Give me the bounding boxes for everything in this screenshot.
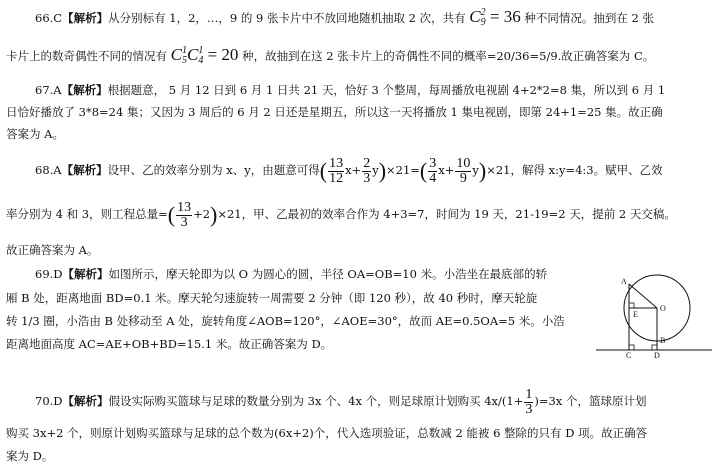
q66-line-2 [6, 46, 654, 66]
text: 种，故抽到在这 2 张卡片上的奇偶性不同的概率=20/36=5/9.故正确答案为 C。 [242, 48, 655, 63]
analysis-tag: 【解析】 [61, 83, 108, 97]
label-e: E [633, 310, 638, 319]
text: 设甲、乙的效率分别为 x、y，由题意可得 [107, 163, 320, 177]
radius-oa [629, 284, 657, 308]
text: 假设实际购买篮球与足球的数量分别为 3x 个、4x 个，则足球原计划购买 4x/(1+ [108, 394, 524, 408]
fraction: $\frac{3}{4}$ [429, 155, 437, 186]
q70-line-1: 70.D【解析】假设实际购买篮球与足球的数量分别为 3x 个、4x 个，则足球原计划购买 4x/(1+ $\frac{1}{3}$ )=3x 个，篮球原计划 [35, 386, 647, 417]
answer-number: 68.A [35, 163, 62, 177]
text: 从分别标有 1，2，…，9 的 9 张卡片中不放回地随机抽取 2 次，共有 [108, 10, 466, 25]
fraction: $\frac{13}{3}$ [177, 199, 192, 230]
analysis-tag: 【解析】 [62, 267, 109, 281]
q67-line-2: 日恰好播放了 3*8=24 集；又因为 3 周后的 6 月 2 日还是星期五，所以这一天将播放 1 集电视剧，即第 24+1=25 集。故正确 [6, 105, 663, 119]
q66-line-1 [35, 8, 654, 28]
text: 种不同情况。抽到在 2 张 [524, 10, 654, 25]
fraction: $\frac{13}{12}$ [329, 155, 344, 186]
fraction: $\frac{1}{3}$ [525, 386, 533, 417]
answer-number: 69.D [35, 267, 63, 281]
label-c: C [626, 351, 632, 358]
combination-formula: C 2 9 = 36 [469, 6, 521, 28]
label-d: D [654, 351, 660, 358]
label-o: O [660, 304, 666, 313]
q70-line-3: 案为 D。 [6, 449, 54, 463]
fraction: $\frac{2}{3}$ [363, 155, 371, 186]
q69-line-4: 距离地面高度 AC=AE+OB+BD=15.1 米。故正确答案为 D。 [6, 337, 333, 351]
text: 如图所示，摩天轮即为以 O 为圆心的圆，半径 OA=OB=10 米。小浩坐在最底部的轿 [108, 267, 548, 281]
q68-line-1: 68.A【解析】设甲、乙的效率分别为 x、y，由题意可得( $\frac{13}{12}$ x+ $\frac{2}{3}$ y)×21=( $\frac{3}{4}$ x+ $\frac{10}{9}$ y)×21，解得 x:y=4:3。赋甲、乙效 [35, 155, 663, 186]
q67-line-3: 答案为 A。 [6, 127, 64, 141]
q69-line-1 [35, 266, 547, 282]
fraction: $\frac{10}{9}$ [456, 155, 471, 186]
analysis-tag: 【解析】 [62, 394, 109, 408]
ferris-wheel-diagram [596, 258, 714, 358]
q69-line-2: 厢 B 处，距离地面 BD=0.1 米。摩天轮匀速旋转一周需要 2 分钟（即 120 秒），故 40 秒时，摩天轮旋 [6, 291, 538, 305]
label-a: A [621, 277, 627, 286]
text: 根据题意， 5 月 12 日到 6 月 1 日共 21 天，恰好 3 个整周，每周播放电视剧 4+2*2=8 集，所以到 6 月 1 [107, 83, 666, 97]
q70-line-2: 购买 3x+2 个，则原计划购买篮球与足球的总个数为(6x+2)个，代入选项验证，总数减 2 能被 6 整除的只有 D 项。故正确答 [6, 426, 648, 440]
q67-line-1 [35, 82, 665, 98]
label-b: B [660, 336, 666, 345]
text: 卡片上的数奇偶性不同的情况有 [6, 48, 167, 63]
combination-formula: C 1 5 C 1 4 = 20 [170, 44, 239, 66]
q68-line-2: 率分别为 4 和 3，则工程总量=( $\frac{13}{3}$ +2)×21，甲、乙最初的效率合作为 4+3=7，时间为 19 天，21-19=2 天，提前 2 天交稿。 [6, 199, 676, 230]
q68-line-3: 故正确答案为 A。 [6, 243, 99, 257]
answer-number: 66.C [35, 10, 63, 25]
analysis-tag: 【解析】 [61, 163, 108, 177]
answer-number: 67.A [35, 83, 62, 97]
analysis-tag: 【解析】 [62, 10, 109, 25]
q69-line-3: 转 1/3 圈，小浩由 B 处移动至 A 处，旋转角度∠AOB=120°，∠AOE=30°，故而 AE=0.5OA=5 米。小浩 [6, 314, 565, 328]
answer-number: 70.D [35, 394, 63, 408]
